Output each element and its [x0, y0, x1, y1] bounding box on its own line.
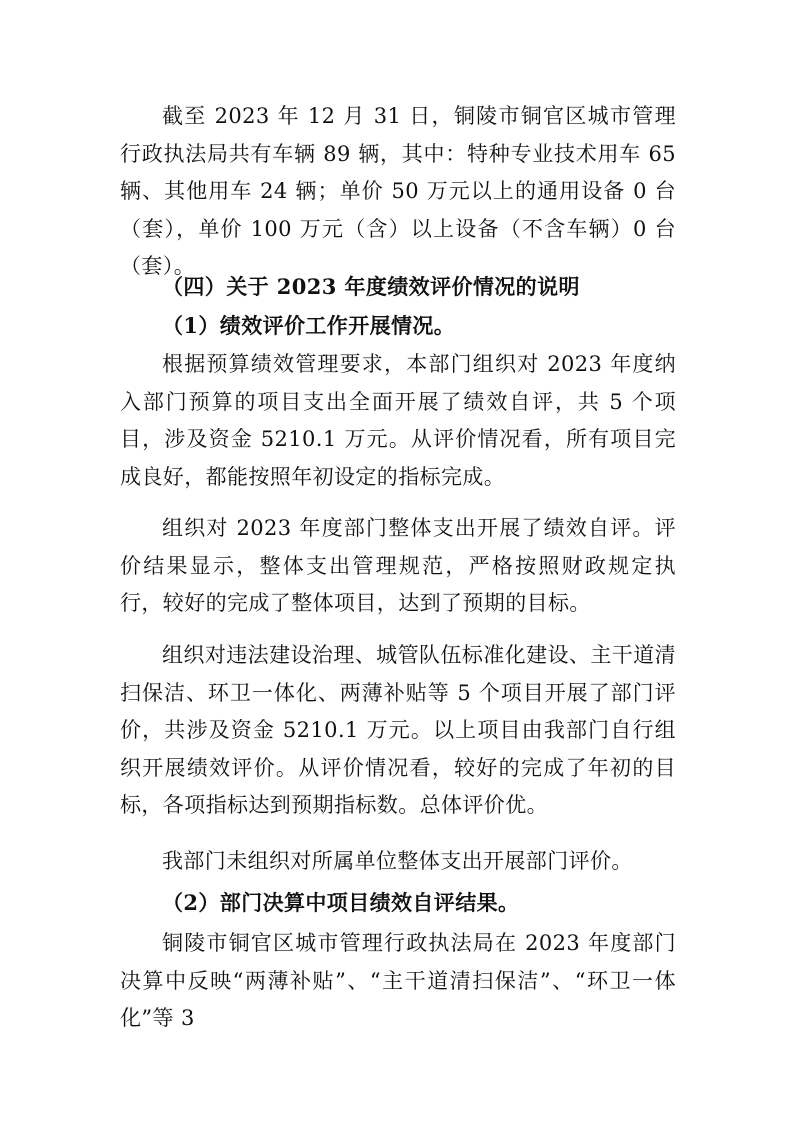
heading-subsection-1: （1）绩效评价工作开展情况。	[162, 313, 456, 338]
paragraph-final-account: 铜陵市铜官区城市管理行政执法局在 2023 年度部门决算中反映“两薄补贴”、“主干道清扫保洁”、“环卫一体化”等 3	[120, 931, 676, 1030]
paragraph-overall-evaluation: 组织对 2023 年度部门整体支出开展了绩效自评。评价结果显示，整体支出管理规范，严格按照财政规定执行，较好的完成了整体项目，达到了预期的目标。	[120, 516, 676, 615]
paragraph-department-evaluation: 组织对违法建设治理、城管队伍标准化建设、主干道清扫保洁、环卫一体化、两薄补贴等 5 个项目开展了部门评价，共涉及资金 5210.1 万元。以上项目由我部门自行组织开展绩效评价。从评价情况看，较好的完成了年初的目标，各项指标达到预期指标数。总体评价优。	[120, 643, 676, 817]
paragraph-no-unit-evaluation: 我部门未组织对所属单位整体支出开展部门评价。	[162, 849, 633, 873]
paragraph-vehicles: 截至 2023 年 12 月 31 日，铜陵市铜官区城市管理行政执法局共有车辆 89 辆，其中：特种专业技术用车 65 辆、其他用车 24 辆；单价 50 万元以上的通用设备 0 台（套），单价 100 万元（含）以上设备（不含车辆）0 台（套）。	[120, 104, 676, 278]
heading-subsection-2: （2）部门决算中项目绩效自评结果。	[162, 890, 520, 915]
heading-section-4: （四）关于 2023 年度绩效评价情况的说明	[162, 274, 580, 299]
paragraph-self-evaluation: 根据预算绩效管理要求，本部门组织对 2023 年度纳入部门预算的项目支出全面开展了绩效自评，共 5 个项目，涉及资金 5210.1 万元。从评价情况看，所有项目完成良好，都能按照年初设定的指标完成。	[120, 352, 676, 489]
